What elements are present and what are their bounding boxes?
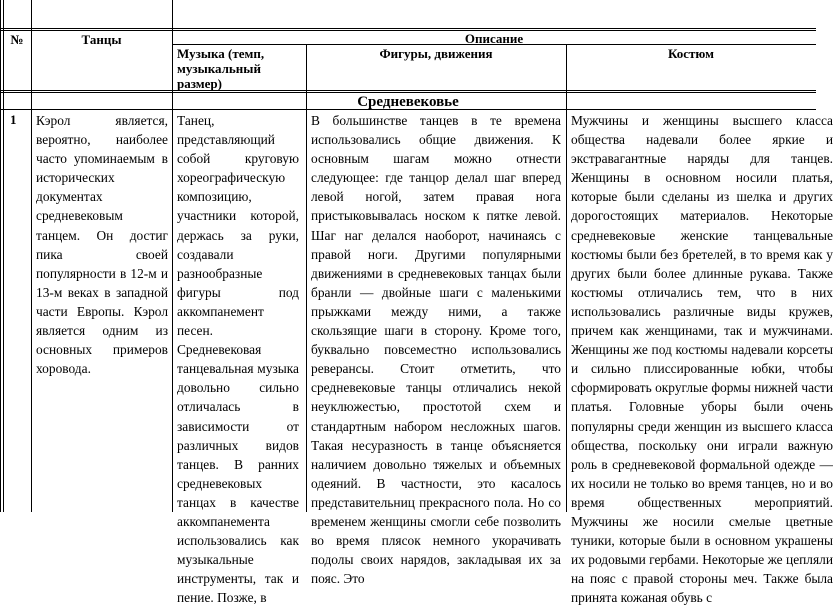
- figures-description-cell: В большинстве танцев в те времена использовались общие движения. К основным шагам можно отнести следующее: где танцор делал шаг вперед левой ногой, затем правая нога пристыковывалась носком к пятке левой. Шаг наг делался наоборот, начинаясь с правой ноги. Другими популярными движениями в средневековых танцах были бранли — двойные шаги с маленькими прыжками между ними, а также скользящие шаги в сторону. Кроме того, буквально повсеместно использовались реверансы. Стоит отметить, что средневековые танцы отличались некой неуклюжестью, простотой схем и стандартным набором несложных шагов. Такая несуразность в танце объясняется наличием довольно тяжелых и объемных одеяний. В частности, это касалось представительниц прекрасного пола. Но со временем женщины смогли себе позволить во время плясок немного укорачивать подолы своих нарядов, закладывая их за пояс. Это: [311, 113, 561, 587]
- header-figures: Фигуры, движения: [379, 46, 493, 61]
- table-border-left-inner: [3, 0, 4, 512]
- header-description: Описание: [464, 31, 524, 46]
- costume-description-cell: Мужчины и женщины высшего класса общества надевали более яркие и экстравагантные наряды для танцев. Женщины в основном носили платья, которые были сделаны из шелка и других дорогостоящих материалов. Некоторые средневековые женские танцевальные костюмы были без бретелей, в то время как у других были более длинные рукава. Также костюмы отличались тем, что в них использовались различные виды кружев, причем как женщинами, так и мужчинами. Женщины же под костюмы надевали корсеты и сильно плиссированные юбки, чтобы сформировать округлые формы нижней части платья. Головные уборы были очень популярны среди женщин из высшего класса общества, поскольку они играли важную роль в средневековой формальной одежде — их носили не только во время танцев, но и во время общественных мероприятий. Мужчины же носили смелые цветные туники, которые были в основном украшены их родовыми гербами. Некоторые же цепляли на пояс с правой стороны меч. Также была принята кожаная обувь с: [571, 113, 833, 606]
- table-divider-header-bottom: [0, 90, 816, 91]
- header-music: Музыка (темп, музыкальный размер): [177, 46, 265, 91]
- table-divider-number: [31, 0, 32, 512]
- header-costume: Костюм: [667, 46, 715, 61]
- header-dances: Танцы: [81, 32, 122, 47]
- table-divider-figures: [566, 44, 567, 512]
- music-description-cell: Танец, представляющий собой круговую хореографическую композицию, участники которой, держась за руки, создавали разнообразные фигуры под аккомпанемент песен. Средневековая танцевальная музыка довольно сильно отличалась в зависимости от различных видов танцев. В ранних средневековых танцах в качестве аккомпанемента использовались как музыкальные инструменты, так и пение. Позже, в: [177, 113, 299, 606]
- section-title: Средневековье: [357, 94, 459, 110]
- table-border-top: [0, 28, 816, 29]
- row-number: 1: [10, 112, 17, 127]
- table-border-left: [0, 0, 1, 512]
- dance-description-cell: Кэрол является, вероятно, наиболее часто упоминаемым в исторических документах средневековым танцем. Он достиг пика своей популярности в 12-м и 13-м веках в западной части Европы. Кэрол является одним из основных примеров хоровода.: [36, 113, 168, 377]
- table-divider-dances: [172, 0, 173, 512]
- header-number: №: [10, 32, 24, 47]
- table-divider-music: [306, 44, 307, 512]
